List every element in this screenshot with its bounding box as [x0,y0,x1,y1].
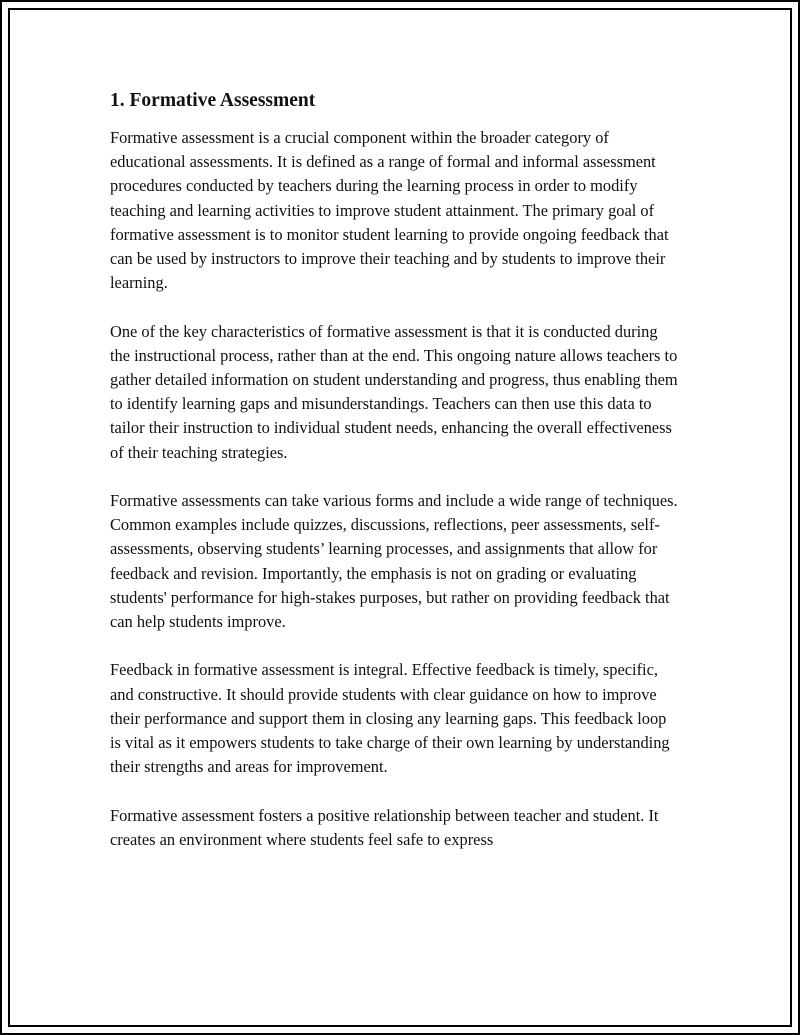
paragraph-3: Formative assessments can take various forms and include a wide range of techniques. Common examples include quizzes, discussions, reflections, peer assessments, self-assessments, observing students’ learning processes, and assignments that allow for feedback and revision. Importantly, the emphasis is not on grading or evaluating students' performance for high-stakes purposes, but rather on providing feedback that can help students improve. [110,491,678,632]
paragraph-5: Formative assessment fosters a positive relationship between teacher and student. It creates an environment where students feel safe to express [110,805,659,849]
paragraph-2: One of the key characteristics of formative assessment is that it is conducted during the instructional process, rather than at the end. This ongoing nature allows teachers to gather detailed information on student understanding and progress, thus enabling them to identify learning gaps and misunderstandings. Teachers can then use this data to tailor their instruction to individual student needs, enhancing the overall effectiveness of their teaching strategies. [110,321,678,462]
paragraph-4: Feedback in formative assessment is integral. Effective feedback is timely, specific, and constructive. It should provide students with clear guidance on how to improve their performance and support them in closing any learning gaps. This feedback loop is vital as it empowers students to take charge of their own learning by understanding their strengths and areas for improvement. [110,660,670,777]
section-heading: 1. Formative Assessment [110,90,316,111]
document-body [110,88,680,876]
paragraph-1: Formative assessment is a crucial component within the broader category of educational assessments. It is defined as a range of formal and informal assessment procedures conducted by teachers during the learning process in order to modify teaching and learning activities to improve student attainment. The primary goal of formative assessment is to monitor student learning to provide ongoing feedback that can be used by instructors to improve their teaching and by students to improve their learning. [110,128,669,293]
